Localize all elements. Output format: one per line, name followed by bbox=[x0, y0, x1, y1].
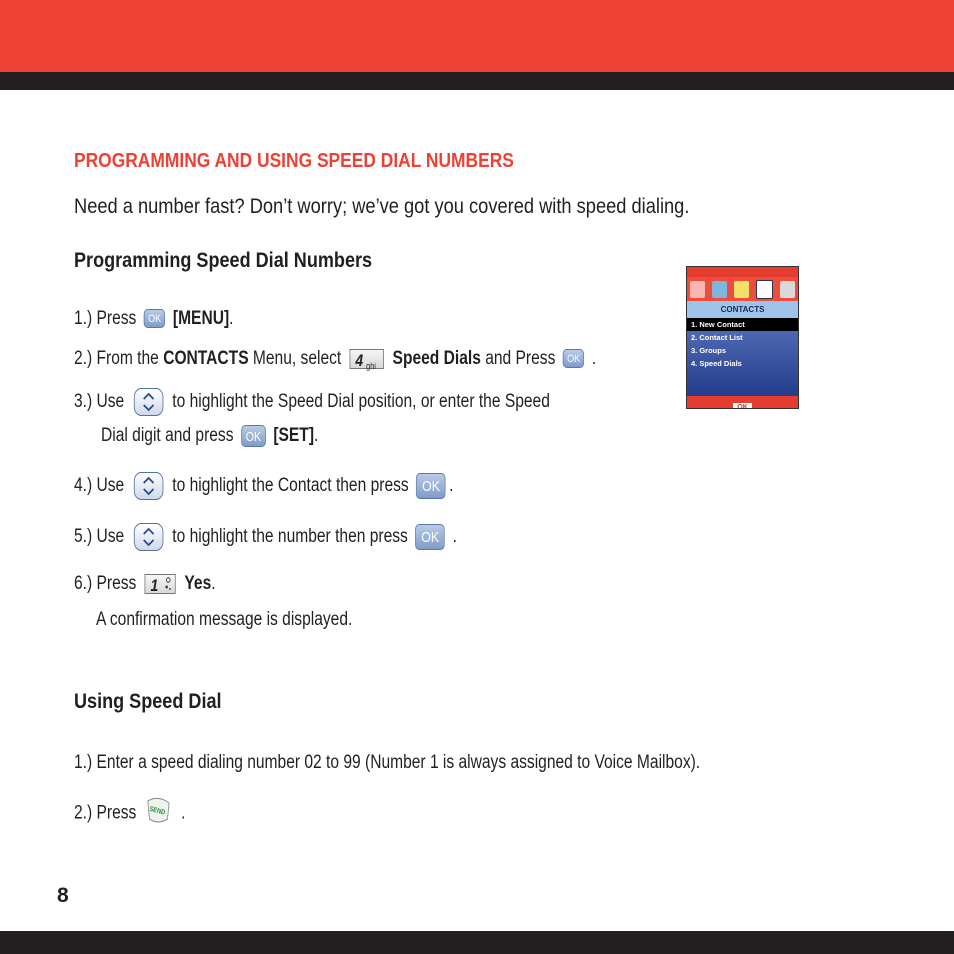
speed-dials-label: Speed Dials bbox=[392, 348, 481, 369]
globe-icon bbox=[712, 281, 727, 298]
send-key-text: SEND bbox=[149, 805, 166, 817]
step-label: 4.) Use bbox=[74, 475, 125, 497]
status-bar bbox=[687, 267, 798, 277]
step-label: 3.) Use bbox=[74, 391, 125, 413]
intro-text: Need a number fast? Don’t worry; we’ve got you covered with speed dialing. bbox=[74, 195, 690, 218]
yes-label: Yes bbox=[184, 573, 212, 594]
programming-heading: Programming Speed Dial Numbers bbox=[74, 249, 373, 272]
step-2 bbox=[74, 347, 711, 371]
contacts-icon bbox=[756, 280, 773, 299]
header-dark-band bbox=[0, 72, 954, 90]
key-4-icon bbox=[350, 349, 384, 369]
ok-key-icon: OK bbox=[415, 524, 445, 550]
step-label: 2.) From the bbox=[74, 348, 159, 369]
media-icon bbox=[690, 281, 705, 298]
key-letters: ghi bbox=[366, 360, 376, 371]
step-4 bbox=[74, 472, 537, 500]
section-title: PROGRAMMING AND USING SPEED DIAL NUMBERS bbox=[74, 150, 514, 172]
send-key-icon bbox=[146, 795, 172, 832]
period: . bbox=[211, 573, 216, 594]
phone-menu-item: 1. New Contact bbox=[687, 318, 798, 331]
page-number: 8 bbox=[57, 884, 69, 907]
menu-label: [MENU] bbox=[172, 308, 230, 329]
phone-title: CONTACTS bbox=[687, 301, 798, 318]
messages-icon bbox=[734, 281, 749, 298]
using-step-2 bbox=[74, 795, 210, 832]
using-step-1: 1.) Enter a speed dialing number 02 to 99 (Number 1 is always assigned to Voice Mailbox). bbox=[74, 752, 701, 773]
key-1-voicemail-icon bbox=[145, 574, 176, 594]
period: . bbox=[314, 425, 319, 446]
step-3 bbox=[74, 388, 654, 416]
step-label: 2.) Press bbox=[74, 802, 137, 824]
footer-dark-band bbox=[0, 931, 954, 954]
step-text: to highlight the Speed Dial position, or enter the Speed bbox=[172, 391, 550, 413]
step-text: Dial digit and press bbox=[101, 425, 234, 446]
phone-menu-list bbox=[687, 318, 798, 396]
step-5 bbox=[74, 523, 541, 551]
step-3-continued bbox=[101, 424, 366, 448]
menu-icon-row bbox=[687, 277, 798, 301]
softkey-label: OK bbox=[733, 403, 752, 409]
phone-menu-item: 2. Contact List bbox=[691, 333, 743, 342]
step-label: 1.) Press bbox=[74, 308, 137, 329]
ok-key-icon: OK bbox=[144, 309, 165, 328]
step-text: and Press bbox=[485, 348, 556, 369]
using-heading: Using Speed Dial bbox=[74, 690, 222, 713]
phone-softkey bbox=[687, 396, 798, 408]
header-red-band bbox=[0, 0, 954, 72]
period: . bbox=[181, 802, 186, 824]
set-label: [SET] bbox=[273, 425, 315, 446]
step-6 bbox=[74, 572, 247, 596]
step-text: to highlight the number then press bbox=[172, 526, 408, 548]
nav-key-icon bbox=[133, 388, 163, 416]
nav-key-icon bbox=[133, 472, 163, 500]
step-1 bbox=[74, 307, 268, 331]
settings-icon bbox=[780, 281, 795, 298]
step-label: 6.) Press bbox=[74, 573, 137, 594]
phone-screen-image bbox=[686, 266, 799, 409]
step-text: Menu, select bbox=[252, 348, 342, 369]
key-number: 1 bbox=[150, 575, 159, 595]
ok-key-icon: OK bbox=[563, 349, 584, 368]
step-label: 5.) Use bbox=[74, 526, 125, 548]
period: . bbox=[452, 526, 457, 548]
key-number: 4 bbox=[355, 350, 364, 370]
nav-key-icon bbox=[133, 523, 163, 551]
ok-key-icon: OK bbox=[416, 473, 446, 499]
step-text: to highlight the Contact then press bbox=[172, 475, 409, 497]
phone-menu-item: 4. Speed Dials bbox=[691, 359, 742, 368]
phone-menu-item: 3. Groups bbox=[691, 346, 727, 355]
ok-key-icon: OK bbox=[241, 425, 266, 447]
period: . bbox=[229, 308, 234, 329]
confirmation-note: A confirmation message is displayed. bbox=[96, 609, 353, 630]
period: . bbox=[591, 348, 597, 369]
period: . bbox=[449, 475, 454, 497]
contacts-label: CONTACTS bbox=[163, 348, 249, 369]
